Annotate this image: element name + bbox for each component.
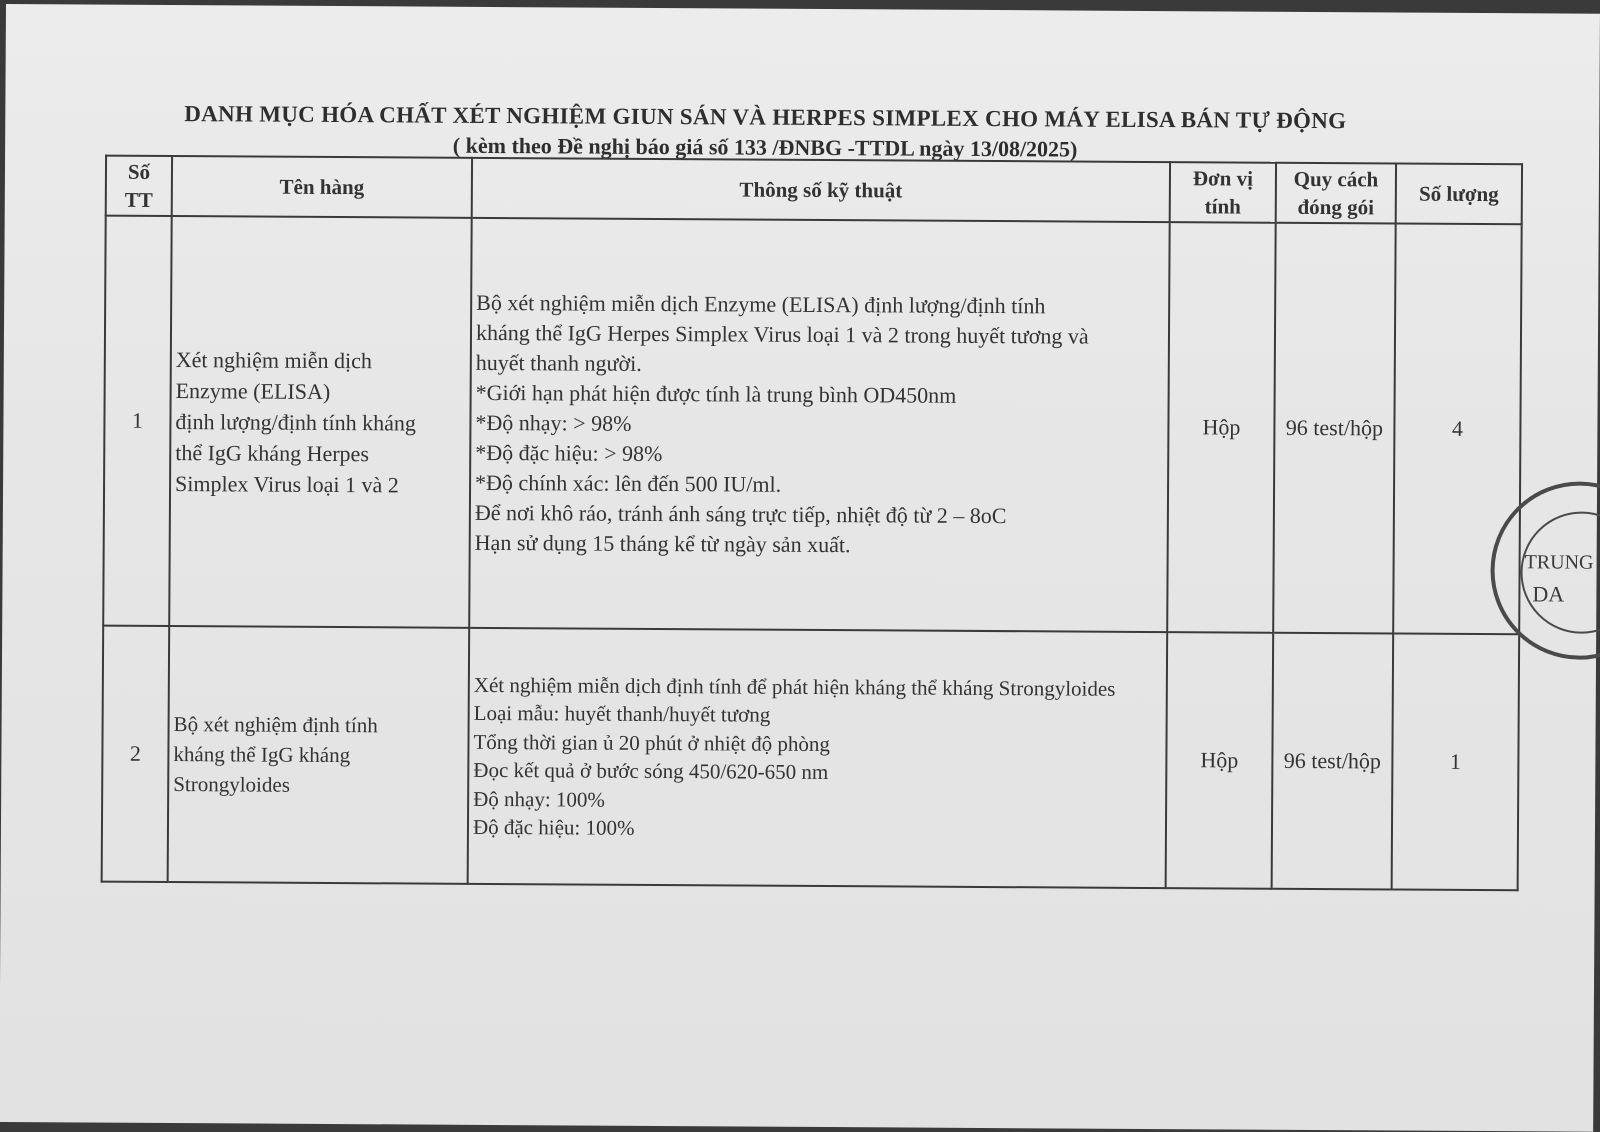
cell-packing: 96 test/hộp (1272, 633, 1394, 890)
header-spec: Thông số kỹ thuật (472, 158, 1170, 222)
table-row (102, 626, 1520, 891)
document-page (0, 4, 1600, 1132)
header-quantity: Số lượng (1396, 163, 1522, 224)
cell-unit: Hộp (1166, 632, 1274, 889)
header-unit: Đơn vị tính (1170, 162, 1276, 223)
header-packing: Quy cách đóng gói (1276, 163, 1396, 224)
document-subtitle: ( kèm theo Đề nghị báo giá số 133 /ĐNBG -TTDL ngày 13/08/2025) (452, 132, 1078, 162)
cell-name: Xét nghiệm miễn dịch Enzyme (ELISA) định lượng/định tính kháng thể IgG kháng Herpes Simplex Virus loại 1 và 2 (169, 216, 471, 628)
cell-unit: Hộp (1167, 222, 1276, 633)
stamp-text: TRUNG (1524, 551, 1594, 574)
cell-stt: 2 (102, 626, 170, 882)
cell-stt: 1 (103, 216, 172, 626)
stamp-text: DA (1532, 581, 1565, 607)
cell-packing: 96 test/hộp (1273, 223, 1396, 634)
cell-quantity: 4 (1393, 223, 1522, 634)
chemicals-table (101, 155, 1523, 892)
cell-name: Bộ xét nghiệm định tính kháng thể IgG kháng Strongyloides (168, 626, 470, 884)
header-stt: Số TT (106, 156, 172, 216)
cell-quantity: 1 (1392, 633, 1520, 890)
table-row (103, 216, 1521, 635)
cell-spec: Xét nghiệm miễn dịch định tính để phát hiện kháng thể kháng Strongyloides Loại mẫu: huyết thanh/huyết tương Tổng thời gian ủ 20 phút ở nhiệt độ phòng Đọc kết quả ở bước sóng 450/620-650 nm Độ nhạy: 100% Độ đặc hiệu: 100% (468, 628, 1168, 888)
cell-spec: Bộ xét nghiệm miễn dịch Enzyme (ELISA) định lượng/định tính kháng thể IgG Herpes Simplex Virus loại 1 và 2 trong huyết tương và huyết thanh người. *Giới hạn phát hiện được tính là trung bình OD450nm *Độ nhạy: > 98% *Độ đặc hiệu: > 98% *Độ chính xác: lên đến 500 IU/ml. Để nơi khô ráo, tránh ánh sáng trực tiếp, nhiệt độ từ 2 – 8oC Hạn sử dụng 15 tháng kể từ ngày sản xuất. (469, 218, 1169, 632)
table-header-row (106, 156, 1522, 225)
document-title: DANH MỤC HÓA CHẤT XÉT NGHIỆM GIUN SÁN VÀ HERPES SIMPLEX CHO MÁY ELISA BÁN TỰ ĐỘNG (184, 101, 1347, 134)
header-name: Tên hàng (172, 156, 472, 218)
